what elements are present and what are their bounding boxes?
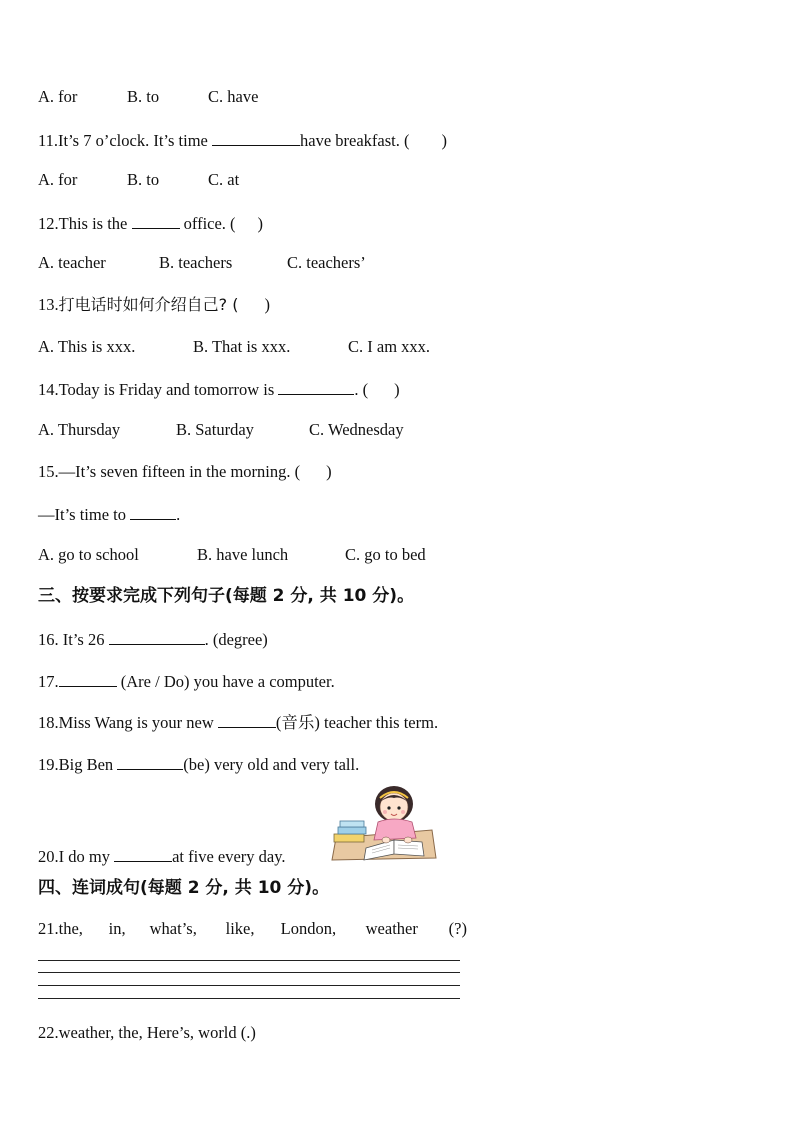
q15-options	[38, 545, 426, 565]
q11-options	[38, 170, 239, 190]
question-text-after: (be) very old and very tall.	[183, 755, 360, 774]
answer-blank[interactable]	[132, 212, 180, 229]
option-c: C. have	[208, 87, 259, 106]
option-b: B. to	[127, 87, 160, 106]
question-text-after: (音乐) teacher this term.	[275, 713, 439, 732]
paren-close: )	[257, 214, 264, 233]
question-text: weather, the, Here’s, world (.)	[58, 1023, 256, 1042]
option-c: C. teachers’	[287, 253, 366, 272]
question-text: 打电话时如何介绍自己? (	[58, 295, 239, 314]
question-22	[38, 1023, 256, 1043]
question-15-response	[38, 503, 180, 525]
paren-close: )	[326, 462, 332, 481]
question-text: It’s 7 o’clock. It’s time	[58, 131, 212, 150]
girl-reading-icon	[328, 782, 438, 862]
question-number: 20.	[38, 847, 59, 866]
question-text-after: at five every day.	[172, 847, 286, 866]
answer-blank[interactable]	[117, 753, 183, 770]
word: like,	[225, 919, 255, 938]
q14-options	[38, 420, 404, 440]
question-16	[38, 628, 268, 650]
question-text-after: . (degree)	[204, 630, 268, 649]
question-text: (Are / Do) you have a computer.	[116, 672, 335, 691]
question-number: 13.	[38, 295, 59, 314]
option-b: B. That is xxx.	[193, 337, 291, 356]
question-text: I do my	[58, 847, 115, 866]
answer-blank[interactable]	[218, 711, 276, 728]
option-a: A. for	[38, 170, 78, 189]
paren-close: )	[264, 295, 270, 314]
word: in,	[108, 919, 126, 938]
paren-close: )	[394, 380, 400, 399]
writing-line[interactable]	[38, 985, 460, 986]
question-number: 11.	[38, 131, 59, 150]
q13-options	[38, 337, 430, 357]
question-13	[38, 295, 270, 315]
word: London,	[280, 919, 337, 938]
answer-blank[interactable]	[130, 503, 176, 520]
question-11	[38, 129, 447, 151]
question-number: 12.	[38, 214, 59, 233]
question-number: 16.	[38, 630, 63, 649]
question-12	[38, 212, 263, 234]
question-number: 17.	[38, 672, 59, 691]
question-20	[38, 845, 286, 867]
question-number: 21.	[38, 919, 59, 938]
question-number: 14.	[38, 380, 59, 399]
option-a: A. for	[38, 87, 78, 106]
option-a: A. This is xxx.	[38, 337, 136, 356]
word: weather	[365, 919, 418, 938]
answer-blank[interactable]	[109, 628, 205, 645]
section-3-heading: 三、按要求完成下列句子(每题 2 分, 共 10 分)。	[38, 586, 415, 606]
option-a: A. teacher	[38, 253, 106, 272]
answer-blank[interactable]	[212, 129, 300, 146]
option-b: B. have lunch	[197, 545, 289, 564]
option-b: B. to	[127, 170, 160, 189]
question-text: It’s 26	[62, 630, 109, 649]
question-text: Today is Friday and tomorrow is	[58, 380, 279, 399]
option-a: A. go to school	[38, 545, 139, 564]
question-15	[38, 462, 332, 482]
question-number: 19.	[38, 755, 59, 774]
question-number: 18.	[38, 713, 59, 732]
writing-line[interactable]	[38, 960, 460, 961]
response-text: —It’s time to	[38, 505, 131, 524]
question-21	[38, 919, 467, 939]
question-18	[38, 711, 438, 733]
question-17	[38, 670, 335, 692]
question-19	[38, 753, 359, 775]
question-text: Miss Wang is your new	[58, 713, 218, 732]
word: what’s,	[149, 919, 197, 938]
q12-options	[38, 253, 366, 273]
question-text: This is the	[58, 214, 132, 233]
word: the,	[58, 919, 83, 938]
q10-options	[38, 87, 258, 107]
option-c: C. I am xxx.	[348, 337, 431, 356]
answer-blank[interactable]	[114, 845, 172, 862]
question-number: 15.	[38, 462, 59, 481]
option-b: B. Saturday	[176, 420, 254, 439]
option-c: C. at	[208, 170, 240, 189]
response-text-after: .	[176, 505, 181, 524]
question-text-after: have breakfast. (	[300, 131, 410, 150]
answer-blank[interactable]	[59, 670, 117, 687]
question-14	[38, 378, 400, 400]
option-c: C. go to bed	[345, 545, 426, 564]
word: (?)	[448, 919, 467, 938]
question-text-after: office. (	[179, 214, 236, 233]
writing-line[interactable]	[38, 998, 460, 999]
paren-close: )	[441, 131, 447, 150]
option-a: A. Thursday	[38, 420, 121, 439]
question-text: Big Ben	[58, 755, 118, 774]
option-b: B. teachers	[159, 253, 233, 272]
question-number: 22.	[38, 1023, 59, 1042]
section-4-heading: 四、连词成句(每题 2 分, 共 10 分)。	[38, 878, 330, 898]
question-text-after: . (	[354, 380, 369, 399]
option-c: C. Wednesday	[309, 420, 404, 439]
answer-blank[interactable]	[278, 378, 354, 395]
writing-line[interactable]	[38, 972, 460, 973]
question-text: —It’s seven fifteen in the morning. (	[58, 462, 301, 481]
